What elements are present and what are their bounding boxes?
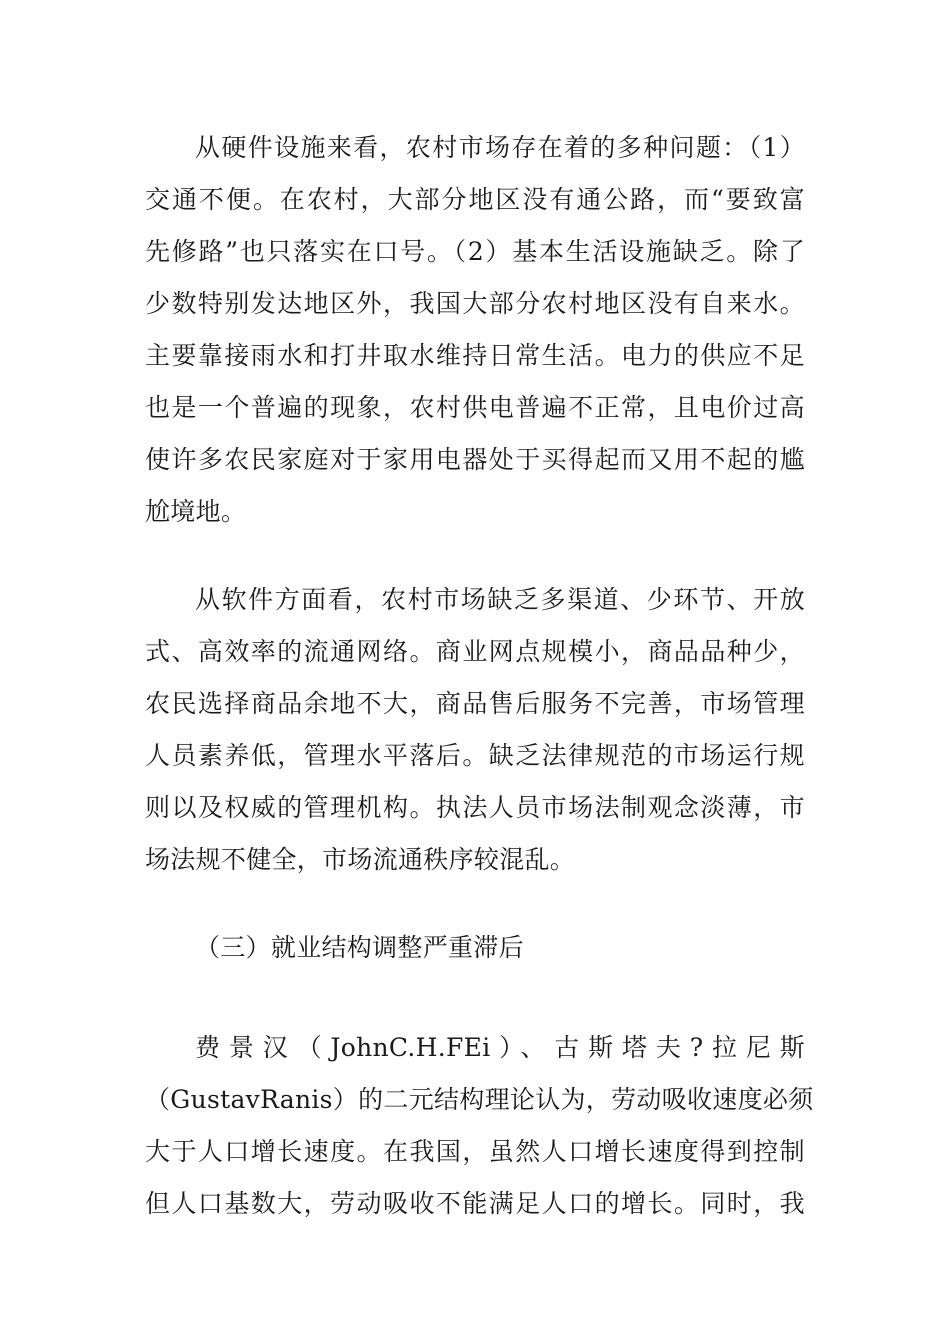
text-line: 场法规不健全，市场流通秩序较混乱。 (145, 845, 576, 874)
text-line: （GustavRanis）的二元结构理论认为，劳动吸收速度必须 (145, 1085, 814, 1114)
text-line: 但人口基数大，劳动吸收不能满足人口的增长。同时，我 (145, 1189, 805, 1218)
text-line: 交通不便。在农村，大部分地区没有通公路，而“要致富 (145, 185, 805, 214)
text-line: 大于人口增长速度。在我国，虽然人口增长速度得到控制 (145, 1137, 805, 1166)
text-line: 农民选择商品余地不大，商品售后服务不完善，市场管理 (145, 689, 805, 718)
section-heading: （三）就业结构调整严重滞后 (195, 933, 524, 962)
text-line: 人员素养低，管理水平落后。缺乏法律规范的市场运行规 (145, 741, 805, 770)
text-line: 则以及权威的管理机构。执法人员市场法制观念淡薄，市 (145, 793, 805, 822)
text-line: 少数特别发达地区外，我国大部分农村地区没有自来水。 (145, 289, 805, 318)
text-line: 尬境地。 (145, 497, 247, 526)
text-line: 式、高效率的流通网络。商业网点规模小，商品品种少， (145, 637, 805, 666)
text-line: 从软件方面看，农村市场缺乏多渠道、少环节、开放 (195, 585, 805, 614)
text-line: 费景汉（JohnC.H.FEi）、古斯塔夫?拉尼斯 (195, 1033, 805, 1062)
text-line: 从硬件设施来看，农村市场存在着的多种问题：（1） (195, 133, 805, 162)
text-line: 也是一个普遍的现象，农村供电普遍不正常，且电价过高 (145, 393, 805, 422)
text-line: 使许多农民家庭对于家用电器处于买得起而又用不起的尴 (145, 445, 805, 474)
text-line: 主要靠接雨水和打井取水维持日常生活。电力的供应不足 (145, 341, 805, 370)
text-line: 先修路”也只落实在口号。（2）基本生活设施缺乏。除了 (145, 237, 805, 266)
